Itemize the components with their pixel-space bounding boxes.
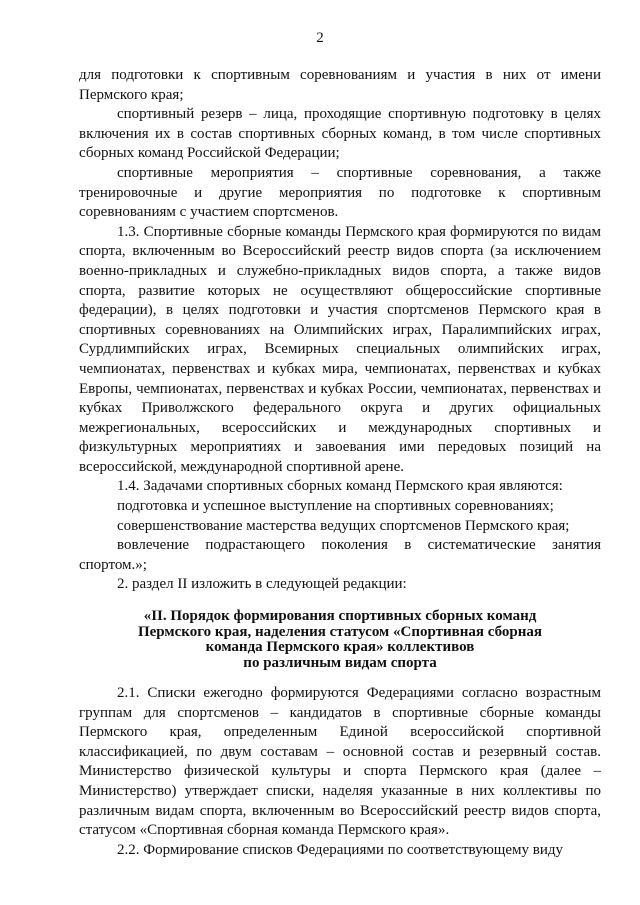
section-title-line: команда Пермского края» коллективов <box>205 639 475 656</box>
paragraph-task-1: подготовка и успешное выступление на спортивных соревнованиях; <box>117 498 554 515</box>
document-body <box>79 66 601 860</box>
paragraph-1-4: 1.4. Задачами спортивных сборных команд Пермского края являются: <box>117 478 563 495</box>
paragraph-task-3: вовлечение подрастающего поколения в систематические занятия спортом.»; <box>79 537 601 573</box>
section-title-line: по различным видам спорта <box>243 654 437 671</box>
paragraph-sport-reserve: спортивный резерв – лица, проходящие спортивную подготовку в целях включения их в состав спортивных сборных команд, в том числе спортивных сборных команд Российской Федерации; <box>79 106 601 162</box>
paragraph-sport-events: спортивные мероприятия – спортивные соревнования, а также тренировочные и другие мероприятия по подготовке к спортивным соревнованиям с участием спортсменов. <box>79 164 601 221</box>
paragraph-amendment-2: 2. раздел II изложить в следующей редакции: <box>117 576 407 593</box>
section-title-line: «II. Порядок формирования спортивных сборных команд <box>143 608 537 625</box>
paragraph-2-2: 2.2. Формирование списков Федерациями по соответствующему виду <box>117 841 563 858</box>
page-number: 2 <box>316 30 324 46</box>
paragraph-task-2: совершенствование мастерства ведущих спортсменов Пермского края; <box>117 517 570 534</box>
section-title <box>79 609 601 671</box>
section-title-line: Пермского края, наделения статусом «Спортивная сборная <box>137 623 542 640</box>
paragraph-continuation: для подготовки к спортивным соревнованиям и участия в них от имени Пермского края; <box>79 67 601 103</box>
paragraph-2-1: 2.1. Списки ежегодно формируются Федерациями согласно возрастным группам для спортсменов – кандидатов в спортивные сборные команды Пермского края, определенным Единой всероссийской спортивной классификацией, по двум составам – основной состав и резервный состав. Министерство физической культуры и спорта Пермского края (далее – Министерство) утверждает списки, наделяя указанные в них коллективы по различным видам спорта, включенным во Всероссийский реестр видов спорта, статусом «Спортивная сборная команда Пермского края». <box>79 685 601 839</box>
paragraph-1-3: 1.3. Спортивные сборные команды Пермского края формируются по видам спорта, включенным во Всероссийский реестр видов спорта (за исключением военно-прикладных и служебно-прикладных видов спорта, а также видов спорта, развитие которых не осуществляют общероссийские спортивные федерации), в целях подготовки и участия спортсменов Пермского края в спортивных соревнованиях на Олимпийских играх, Паралимпийских играх, Сурдлимпийских играх, Всемирных специальных олимпийских играх, чемпионатах, первенствах и кубках мира, чемпионатах, первенствах и кубках Европы, чемпионатах, первенствах и кубках России, чемпионатах, первенствах и кубках Приволжского федерального округа и других официальных межрегиональных, всероссийских и международных спортивных и физкультурных мероприятиях и завоевания ими передовых позиций на всероссийской, международной спортивной арене. <box>79 223 601 475</box>
